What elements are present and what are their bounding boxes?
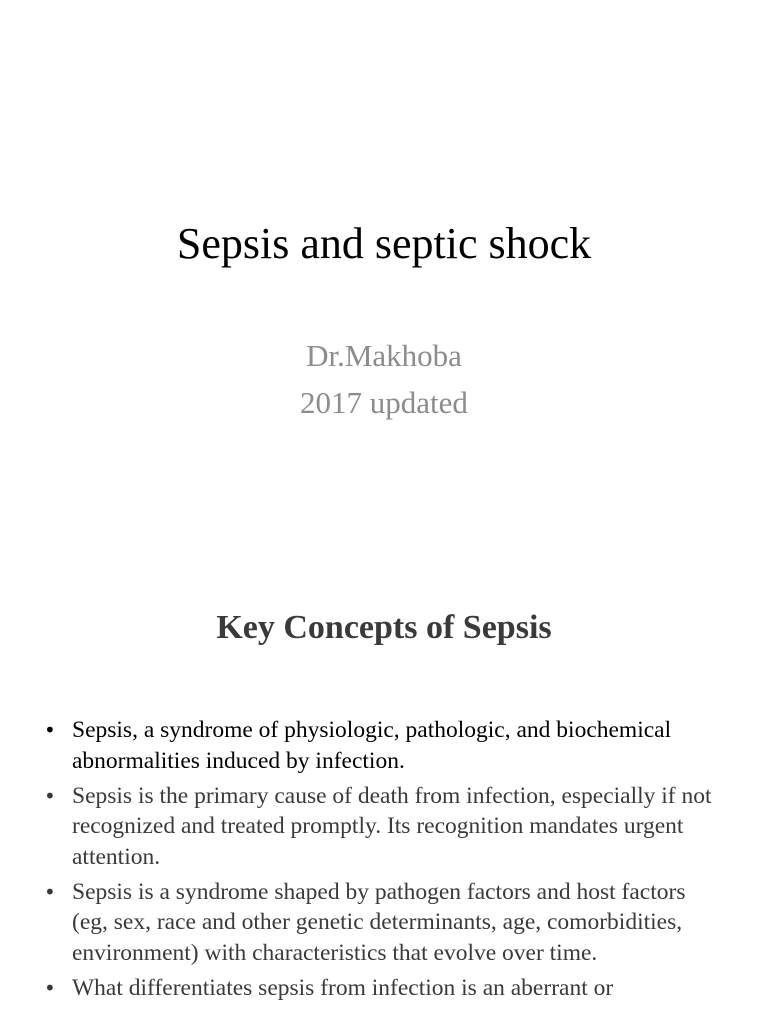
- slide-heading: Key Concepts of Sepsis: [216, 609, 552, 646]
- slide-title: Sepsis and septic shock: [176, 219, 592, 268]
- bullet-text: Sepsis, a syndrome of physiologic, pathologic, and biochemical abnormalities induced by infection.: [72, 717, 672, 774]
- author-name: Dr.Makhoba: [306, 338, 462, 373]
- bullet-item: [42, 877, 714, 969]
- bullet-icon: •: [44, 718, 56, 742]
- bullet-text: Sepsis is a syndrome shaped by pathogen factors and host factors (eg, sex, race and other genetic determinants, age, comorbidities, environment) with characteristics that evolve over time.: [72, 878, 686, 966]
- bullet-item: [42, 973, 714, 1004]
- content-slide: [0, 576, 768, 1024]
- bullet-item: [42, 781, 714, 873]
- bullet-text: Sepsis is the primary cause of death from infection, especially if not recognized and treated promptly. Its recognition mandates urgent attention.: [72, 782, 712, 870]
- slide-subtitle: [0, 332, 768, 426]
- bullet-list: [42, 715, 714, 1008]
- bullet-text: What differentiates sepsis from infection is an aberrant or: [72, 974, 614, 1001]
- bullet-icon: •: [44, 879, 56, 904]
- update-note: 2017 updated: [300, 385, 468, 420]
- bullet-item: [42, 715, 714, 776]
- bullet-icon: •: [44, 783, 56, 808]
- bullet-icon: •: [44, 975, 56, 1000]
